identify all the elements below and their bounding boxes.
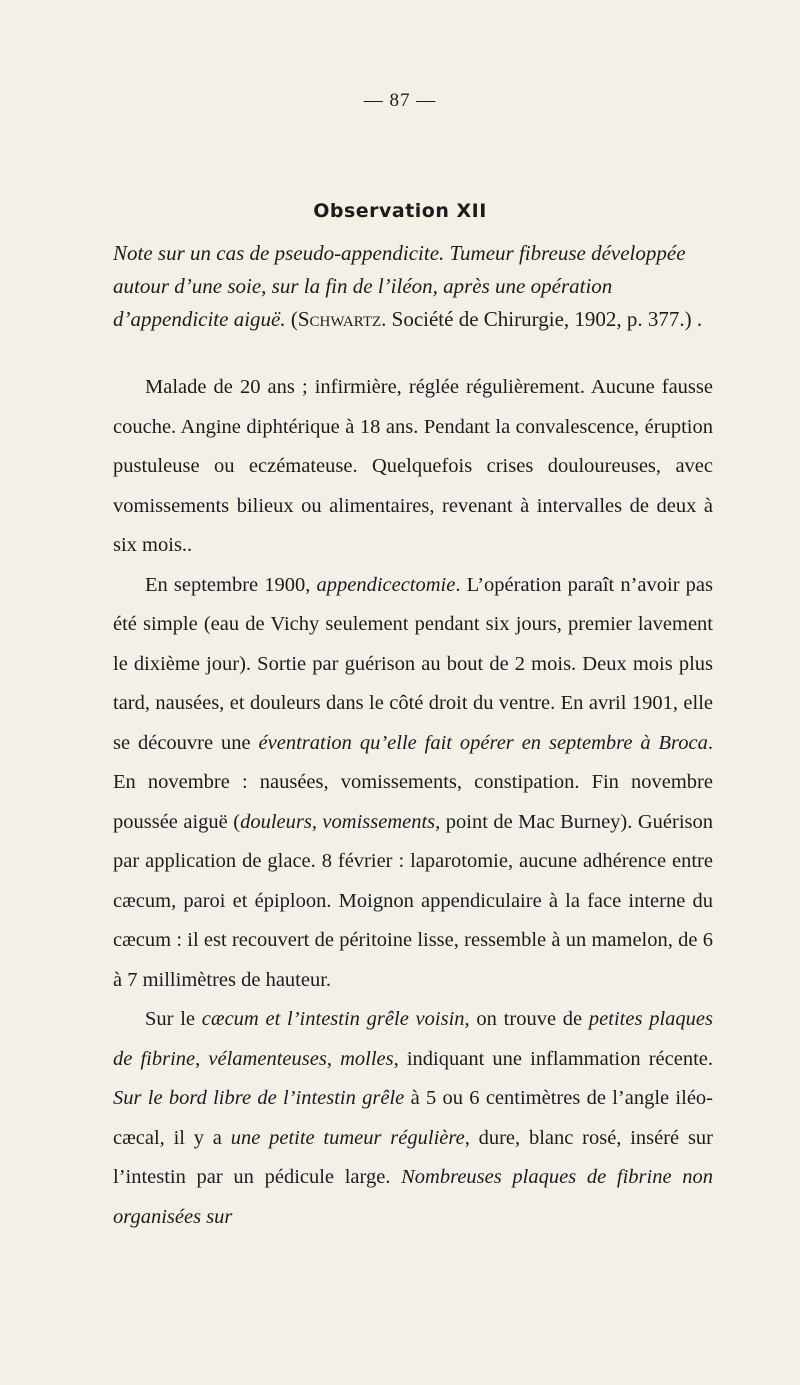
italic-run: une petite tumeur régulière bbox=[230, 1126, 465, 1149]
observation-body bbox=[113, 368, 713, 1237]
italic-run: Sur le bord libre de l’intestin grêle bbox=[113, 1087, 405, 1109]
text-run: . En novembre : nausées, vomissements, constipation. Fin novembre poussée aiguë ( bbox=[113, 731, 713, 833]
text-run: , bbox=[326, 1047, 341, 1070]
text-run: , bbox=[195, 1047, 209, 1070]
text-run: point de Mac Burney). Guérison par application de glace. 8 février : laparotomie, aucune adhérence entre cæcum, paroi et épiploon. Moignon appendiculaire à la face interne du cæcum : il est recouvert de péritoine lisse, ressemble à un mamelon, de 6 à 7 millimètres de hauteur. bbox=[113, 810, 714, 991]
text-run: . L’opération paraît n’avoir pas été simple (eau de Vichy seulement pendant six jours, premier lavement le dixième jour). Sortie par guérison au bout de 2 mois. Deux mois plus tard, nausées, et douleurs dans le côté droit du ventre. En avril 1901, elle se découvre une bbox=[113, 573, 713, 754]
italic-run: vélamenteuses bbox=[208, 1047, 327, 1070]
text-run: , dure, blanc rosé, inséré sur l’intestin par un pédicule large. bbox=[113, 1126, 714, 1188]
paragraph-2 bbox=[113, 566, 713, 1001]
text-run: En septembre 1900, bbox=[145, 573, 317, 596]
text-run: Sur le bbox=[145, 1008, 202, 1030]
italic-run: cæcum et l’intestin grêle voisin bbox=[201, 1008, 465, 1030]
italic-run: appendicectomie bbox=[316, 573, 456, 596]
observation-title: Observation XII bbox=[313, 200, 487, 222]
observation-note bbox=[113, 237, 713, 336]
note-reference-open: ( bbox=[285, 307, 298, 331]
italic-run: Nombreuses plaques de fibrine non organisées sur bbox=[113, 1166, 713, 1228]
italic-run: petites plaques de fibrine bbox=[113, 1008, 713, 1070]
paragraph-1: Malade de 20 ans ; infirmière, réglée régulièrement. Aucune fausse couche. Angine diphtérique à 18 ans. Pendant la convalescence, éruption pustuleuse ou eczémateuse. Quelquefois crises douloureuses, avec vomissements bilieux ou alimentaires, revenant à intervalles de deux à six mois.. bbox=[113, 376, 713, 556]
text-run: à 5 ou 6 centimètres de l’angle iléo-cæcal, il y a bbox=[113, 1087, 713, 1149]
paragraph-3 bbox=[113, 1000, 713, 1237]
italic-run: douleurs, vomissements, bbox=[240, 810, 441, 833]
italic-run: éventration qu’elle fait opérer en septembre à Broca bbox=[258, 731, 708, 754]
italic-run: molles bbox=[340, 1047, 394, 1070]
note-title: Note sur un cas de pseudo-appendicite. Tumeur fibreuse développée autour d’une soie, sur la fin de l’iléon, après une opération d’appendicite aiguë. bbox=[113, 241, 686, 331]
note-reference: . Société de Chirurgie, 1902, p. 377.) . bbox=[381, 307, 703, 331]
text-run: , indiquant une inflammation récente. bbox=[393, 1047, 714, 1070]
note-author: Schwartz bbox=[297, 307, 382, 331]
text-run: , on trouve de bbox=[464, 1008, 589, 1030]
page-number: — 87 — bbox=[363, 90, 437, 111]
